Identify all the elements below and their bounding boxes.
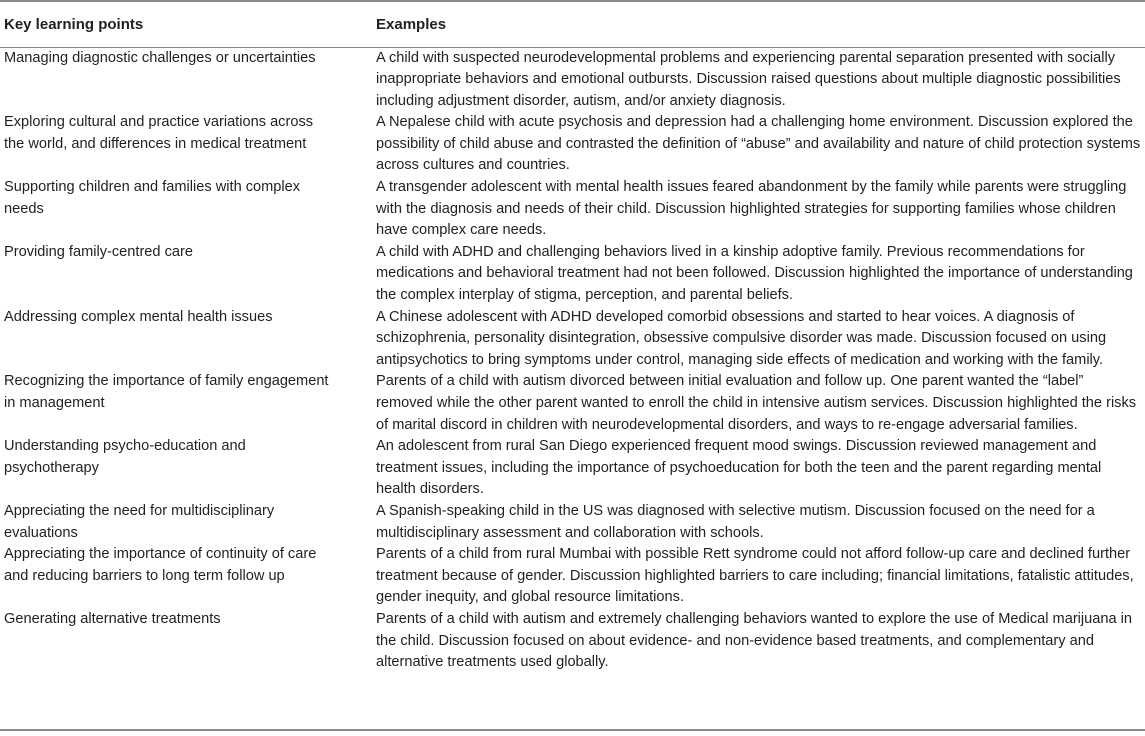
table-row (0, 47, 1145, 112)
table-row (0, 371, 1145, 436)
key-learning-point-cell: Providing family-centred care (4, 243, 193, 260)
example-cell: Parents of a child from rural Mumbai with possible Rett syndrome could not afford follow-up care and declined further treatment because of gender. Discussion highlighted barriers to care including; financial limitations, fatalistic attitudes, gender inequity, and global resource limitations. (376, 546, 1134, 606)
key-learning-point-cell: Recognizing the importance of family engagement in management (4, 373, 329, 411)
table-row (0, 609, 1145, 674)
example-cell: A Chinese adolescent with ADHD developed comorbid obsessions and started to hear voices. A diagnosis of schizophrenia, personality disintegration, obsessive compulsive disorder was made. Discussion focused on using antipsychotics to bring symptoms under control, managing side effects of medication and working with the family. (376, 308, 1107, 368)
example-cell: A child with ADHD and challenging behaviors lived in a kinship adoptive family. Previous recommendations for medications and behavioral treatment had not been followed. Discussion highlighted the importance of understanding the complex interplay of stigma, perception, and parental beliefs. (376, 243, 1133, 304)
example-cell: A transgender adolescent with mental health issues feared abandonment by the family while parents were struggling with the diagnosis and needs of their child. Discussion highlighted strategies for supporting families whose children have complex care needs. (376, 179, 1127, 239)
header-key-learning-points: Key learning points (0, 1, 372, 47)
key-learning-point-cell: Exploring cultural and practice variations across the world, and differences in medical treatment (4, 114, 314, 152)
key-learning-point-cell: Supporting children and families with complex needs (4, 179, 301, 217)
table-row (0, 177, 1145, 242)
example-cell: A Nepalese child with acute psychosis and depression had a challenging home environment. Discussion explored the possibility of child abuse and contrasted the definition of “abuse” and availability and nature of child protection systems across cultures and countries. (376, 114, 1141, 174)
table-row (0, 242, 1145, 307)
key-learning-point-cell: Understanding psycho-education and psychotherapy (4, 438, 246, 476)
table-row (0, 501, 1145, 544)
key-learning-point-cell: Appreciating the need for multidisciplinary evaluations (4, 502, 275, 541)
header-examples: Examples (372, 1, 1145, 47)
header-row (0, 1, 1145, 47)
example-cell: Parents of a child with autism and extremely challenging behaviors wanted to explore the use of Medical marijuana in the child. Discussion focused on about evidence- and non-evidence based treatments, and complementary and alternative treatments used globally. (376, 610, 1133, 671)
key-learning-point-cell: Appreciating the importance of continuity of care and reducing barriers to long term follow up (4, 546, 317, 584)
key-learning-point-cell: Generating alternative treatments (4, 610, 221, 627)
table-row (0, 544, 1145, 609)
key-learning-point-cell: Managing diagnostic challenges or uncertainties (4, 49, 316, 66)
table-row (0, 307, 1145, 372)
example-cell: An adolescent from rural San Diego experienced frequent mood swings. Discussion reviewed management and treatment issues, including the importance of psychoeducation for both the teen and the parent regarding mental health disorders. (376, 438, 1102, 498)
table-bottom-rule (0, 729, 1145, 731)
table-row (0, 436, 1145, 501)
table-body (0, 47, 1145, 674)
example-cell: Parents of a child with autism divorced between initial evaluation and follow up. One parent wanted the “label” removed while the other parent wanted to enroll the child in intensive autism services. Discussion highlighted the risks of marital discord in children with neurodevelopmental disorders, and ways to re-engage adversarial families. (376, 373, 1137, 433)
table-row (0, 112, 1145, 177)
key-learning-point-cell: Addressing complex mental health issues (4, 308, 273, 325)
table-header (0, 1, 1145, 47)
example-cell: A child with suspected neurodevelopmental problems and experiencing parental separation presented with socially inappropriate behaviors and emotional outbursts. Discussion raised questions about multiple diagnostic possibilities including adjustment disorder, autism, and/or anxiety diagnosis. (376, 49, 1121, 109)
example-cell: A Spanish-speaking child in the US was diagnosed with selective mutism. Discussion focused on the need for a multidisciplinary assessment and collaboration with schools. (376, 502, 1095, 541)
